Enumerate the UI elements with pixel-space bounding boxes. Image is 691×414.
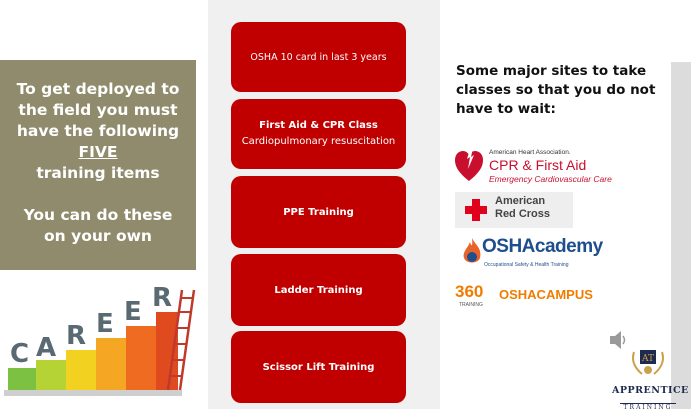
info-line: To get deployed to xyxy=(16,80,180,98)
oshacademy-logo[interactable] xyxy=(462,236,612,272)
brand-sub: TRAINING xyxy=(620,403,677,411)
info-line: on your own xyxy=(44,227,152,245)
info-line: have the following xyxy=(16,122,180,140)
brand-name: APPRENTICE xyxy=(612,385,689,396)
red-cross-line1: American xyxy=(495,195,546,207)
sites-heading: Some major sites to take classes so that you do not have to wait: xyxy=(456,63,656,117)
oshacademy-tag: Occupational Safety & Health Training xyxy=(484,262,569,268)
red-cross-logo[interactable] xyxy=(455,192,573,228)
brand-monogram: AT xyxy=(641,354,655,364)
aha-main: CPR & First Aid xyxy=(489,157,587,173)
step-label: PPE Training xyxy=(283,206,354,218)
svg-text:R: R xyxy=(152,283,173,313)
info-line: You can do these xyxy=(23,206,173,224)
apprentice-training-logo xyxy=(612,344,689,414)
svg-text:E: E xyxy=(124,297,142,327)
svg-text:R: R xyxy=(66,321,87,351)
step-label: OSHA 10 card in last 3 years xyxy=(250,51,387,63)
aha-logo[interactable] xyxy=(455,145,655,187)
svg-text:E: E xyxy=(96,309,114,339)
step-label: Ladder Training xyxy=(274,284,363,296)
oshacampus-small: TRAINING xyxy=(459,302,483,308)
step-sublabel: Cardiopulmonary resuscitation xyxy=(241,135,396,147)
step-scissor-lift xyxy=(231,331,406,403)
career-stairs-graphic xyxy=(0,280,205,409)
step-first-aid-cpr xyxy=(231,99,406,169)
red-cross-icon xyxy=(465,199,487,221)
svg-text:A: A xyxy=(36,333,57,363)
aha-org: American Heart Association. xyxy=(489,149,571,156)
five-emphasis: FIVE xyxy=(78,143,118,161)
laurel-crest-icon xyxy=(628,344,668,378)
step-ladder-training xyxy=(231,254,406,326)
step-osha-10 xyxy=(231,22,406,92)
heart-torch-icon xyxy=(455,145,483,183)
svg-text:C: C xyxy=(10,339,30,369)
aha-tag: Emergency Cardiovascular Care xyxy=(489,174,612,184)
info-line: training items xyxy=(36,164,160,182)
oshacampus-logo[interactable] xyxy=(455,282,625,312)
step-label: First Aid & CPR Class xyxy=(259,119,378,131)
red-cross-line2: Red Cross xyxy=(495,208,551,220)
flame-icon xyxy=(462,238,482,266)
oshacampus-prefix: 360 xyxy=(455,282,484,301)
info-line: the field you must xyxy=(18,101,178,119)
oshacampus-main: OSHACAMPUS xyxy=(499,287,593,302)
oshacademy-main: OSHAcademy xyxy=(482,236,603,257)
step-label: Scissor Lift Training xyxy=(262,361,375,373)
requirements-box xyxy=(0,60,196,270)
career-steps xyxy=(4,312,182,396)
step-ppe-training xyxy=(231,176,406,248)
